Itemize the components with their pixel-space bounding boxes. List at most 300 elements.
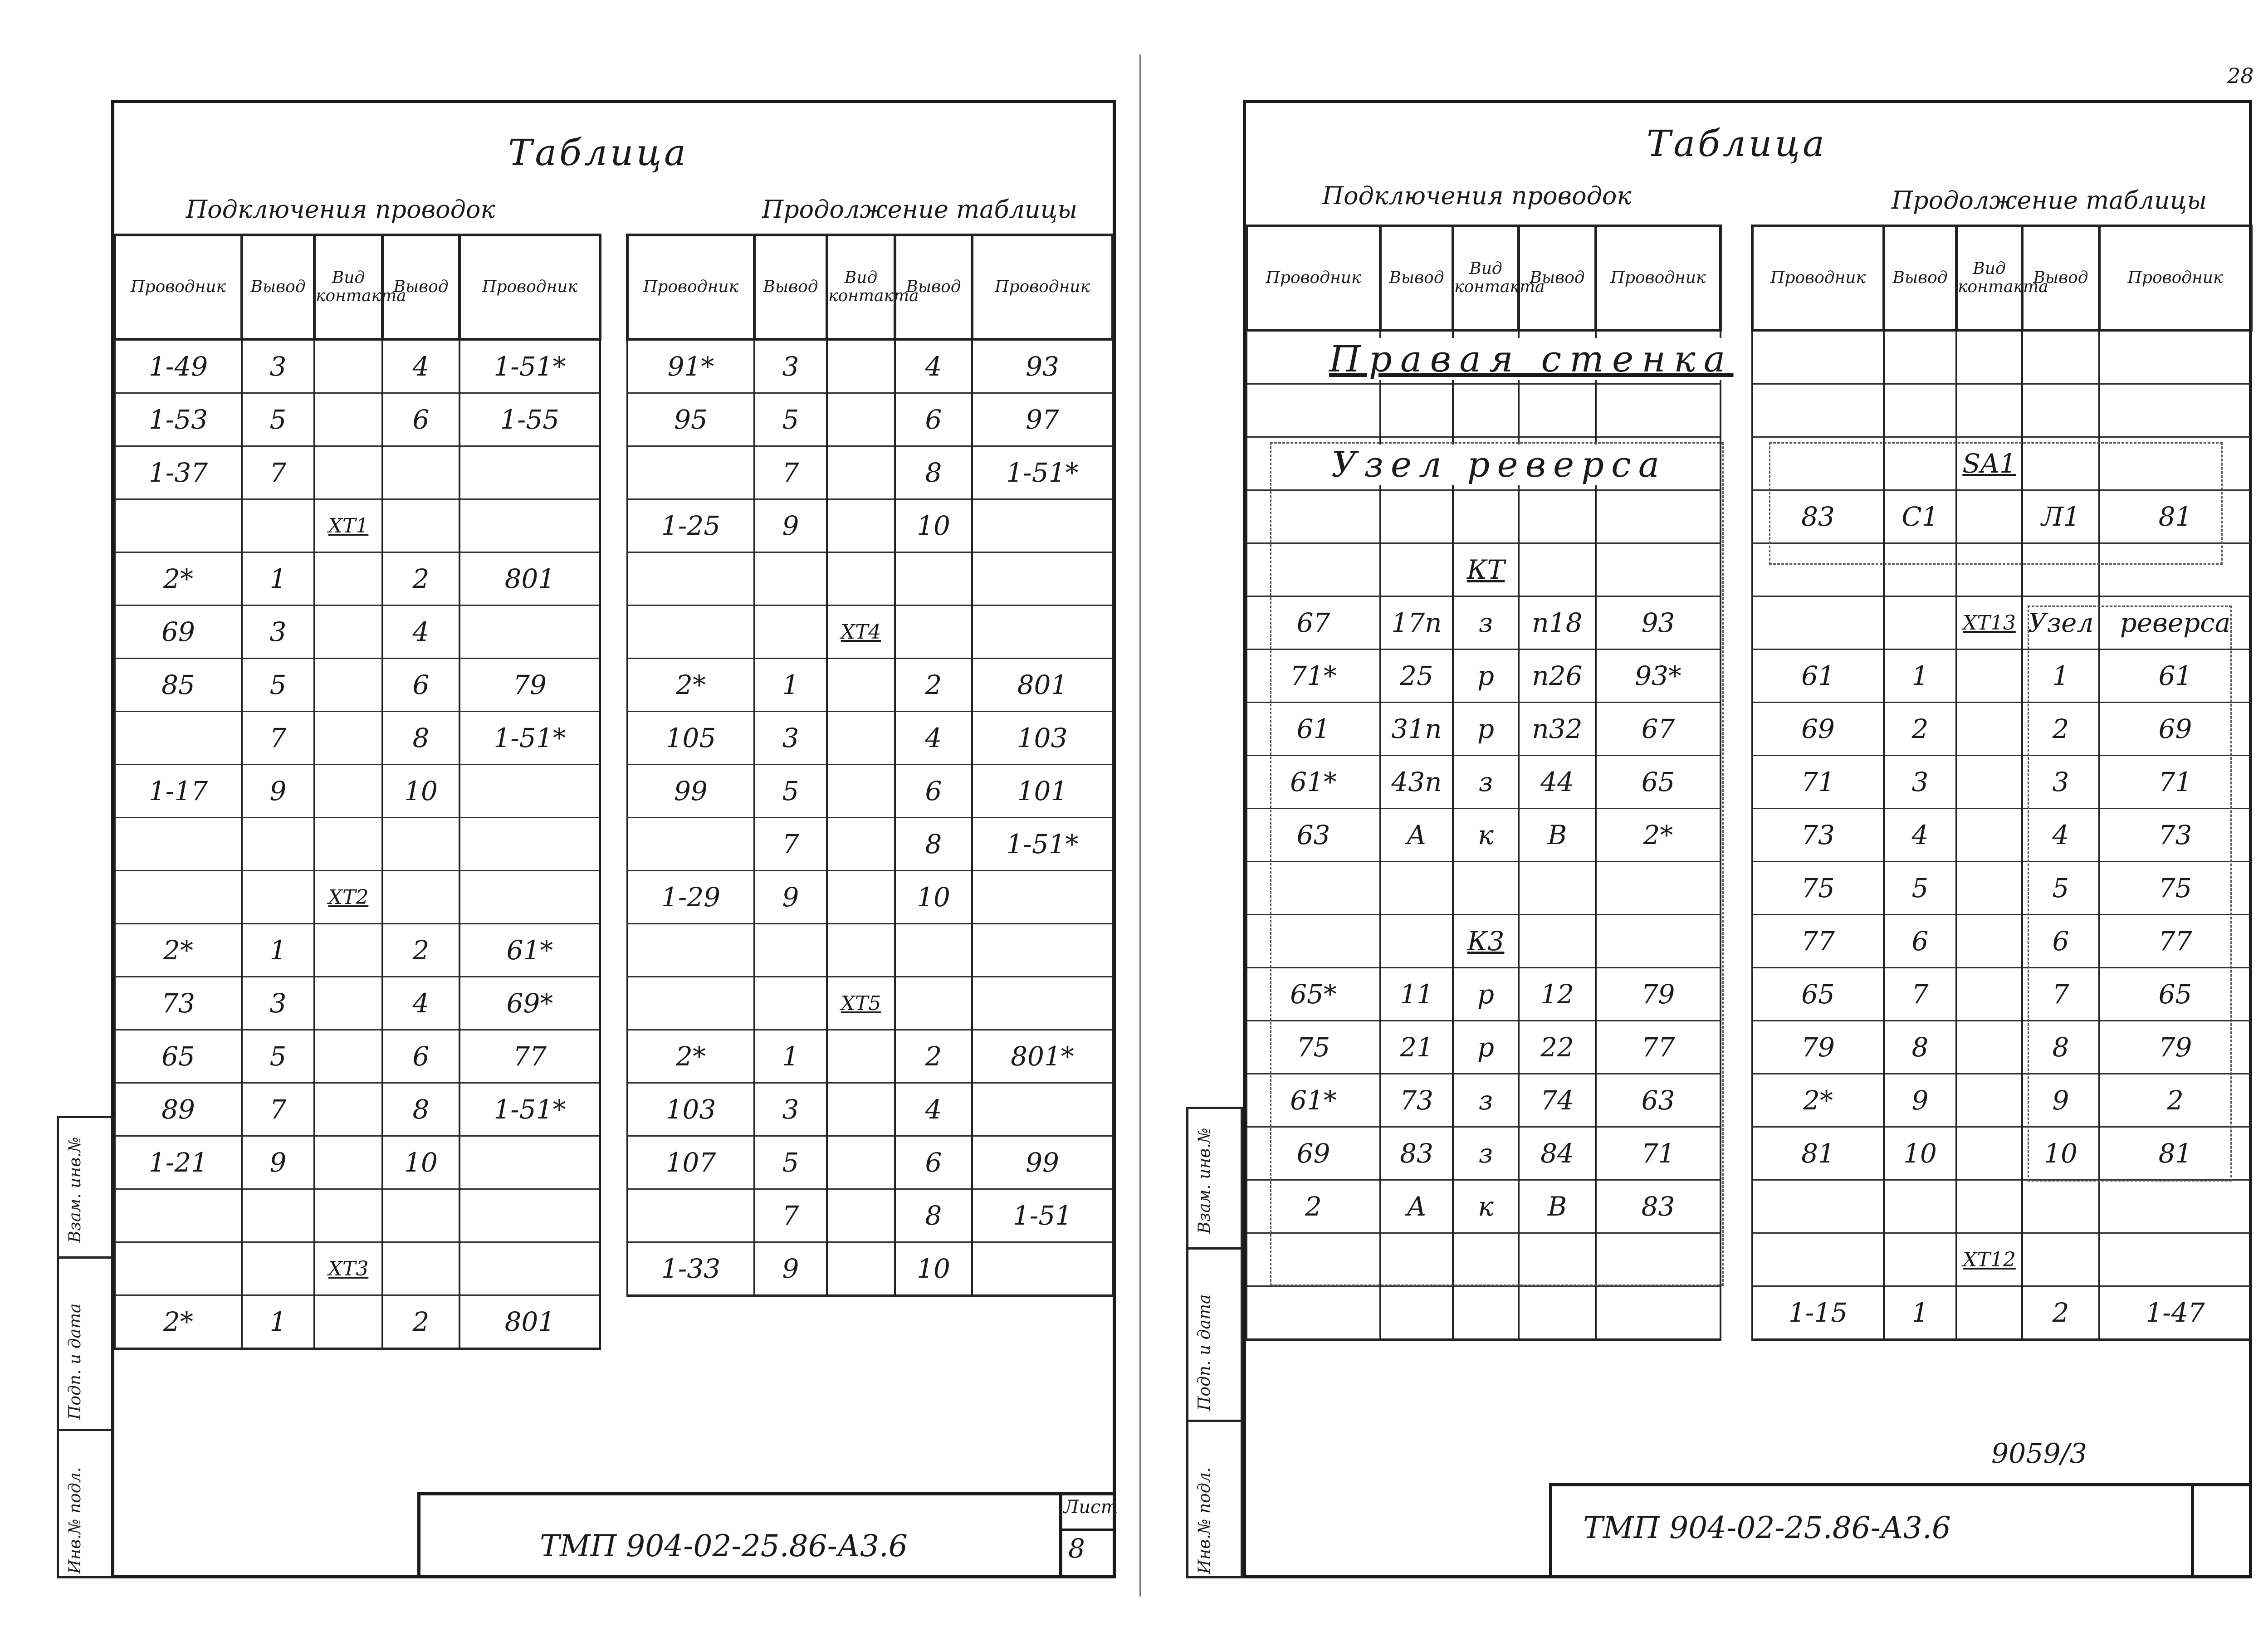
header-wire: Проводник [1752,226,1884,330]
table-row [627,1083,1113,1136]
table-cell [459,606,600,659]
table-cell: 3 [2022,756,2099,809]
table-cell [827,818,895,871]
table-cell: 75 [1246,1021,1380,1074]
table-row [627,499,1113,552]
table-cell: 63 [1596,1074,1721,1127]
header-contact-type: Вид контакта [1453,226,1519,330]
table-cell [242,871,314,924]
table-cell [2022,1180,2099,1233]
table-cell: 1 [1884,1286,1956,1340]
table-cell [382,871,459,924]
table-cell: 61* [459,924,600,977]
table-cell [1380,1286,1453,1340]
table-cell [2099,330,2251,384]
table-cell: 4 [895,339,972,393]
table-cell [314,818,382,871]
header-terminal: Вывод [1380,226,1453,330]
table-cell: 1 [242,1295,314,1349]
reverse-node-terminal-outline [2028,606,2232,1182]
table-cell: 1 [754,1030,827,1083]
right-subtitle-continuation: Продолжение таблицы [1892,186,2207,215]
table-cell [972,499,1113,552]
table-cell [1956,862,2022,915]
table-cell: п32 [1519,703,1596,756]
table-cell [1956,809,2022,862]
table-cell: 8 [895,818,972,871]
table-cell: 105 [627,712,754,765]
sa1-outline [1769,442,2223,565]
table-cell: 61 [1246,703,1380,756]
table-cell: 5 [242,393,314,446]
side-label-signature: Подп. и дата [66,1303,84,1420]
table-cell: 9 [754,499,827,552]
table-cell: 1-51* [972,818,1113,871]
table-cell: 79 [2099,1021,2251,1074]
table-cell: 3 [242,606,314,659]
table-cell [827,339,895,393]
table-cell [1519,1286,1596,1340]
table-cell: 1-55 [459,393,600,446]
table-row [1752,1286,2251,1340]
table-cell: 7 [2022,968,2099,1021]
header-wire: Проводник [627,235,754,339]
table-cell [459,446,600,499]
table-cell [1956,1074,2022,1127]
table-cell: 2* [115,924,242,977]
table-cell: з [1453,1127,1519,1180]
table-cell [382,1242,459,1295]
table-cell: 69 [115,606,242,659]
table-cell [627,606,754,659]
table-cell: 6 [382,1030,459,1083]
table-cell [382,1189,459,1242]
table-cell: 2 [895,1030,972,1083]
header-contact-type: Вид контакта [827,235,895,339]
table-cell: 7 [754,1189,827,1242]
table-cell [895,977,972,1030]
table-row [115,765,600,818]
table-cell: 67 [1596,703,1721,756]
header-contact-type: Вид контакта [1956,226,2022,330]
table-cell [459,1136,600,1189]
table-cell: 4 [382,339,459,393]
table-cell: 4 [895,1083,972,1136]
table-cell: 2* [1752,1074,1884,1127]
table-row [115,499,600,552]
table-cell [314,977,382,1030]
right-side-label-box [1186,1107,1243,1578]
table-cell: 2* [627,1030,754,1083]
table-cell [1956,915,2022,968]
table-cell: 103 [972,712,1113,765]
table-cell: 2 [2022,1286,2099,1340]
table-row [627,871,1113,924]
table-cell [1246,384,1380,437]
table-cell: 75 [2099,862,2251,915]
table-cell [314,1030,382,1083]
side-label-replaced: Взам. инв.№ [1195,1128,1214,1234]
table-cell [314,552,382,606]
table-cell: 6 [2022,915,2099,968]
table-cell: 5 [2022,862,2099,915]
table-row [627,924,1113,977]
table-cell: 83 [1596,1180,1721,1233]
table-cell [2022,1233,2099,1286]
table-cell [827,659,895,712]
table-row [115,871,600,924]
table-row [115,1189,600,1242]
table-cell: 65* [1246,968,1380,1021]
table-cell: А [1380,809,1453,862]
table-cell: 81 [2099,1127,2251,1180]
table-row [1752,1233,2251,1286]
table-cell [754,977,827,1030]
table-cell: 8 [1884,1021,1956,1074]
side-label-inventory: Инв.№ подл. [1195,1467,1214,1574]
table-cell: 1-47 [2099,1286,2251,1340]
table-cell [115,818,242,871]
table-cell [1752,1233,1884,1286]
table-cell: 93* [1596,650,1721,703]
table-cell: 17п [1380,596,1453,650]
table-row [1246,384,1721,437]
table-cell: SA1 [1956,437,2022,490]
table-cell: 61* [1246,1074,1380,1127]
table-cell: 81 [2099,490,2251,543]
table-cell: 79 [459,659,600,712]
table-cell: 73 [2099,809,2251,862]
left-title-block-divider [1059,1492,1062,1578]
table-cell: 73 [115,977,242,1030]
table-cell: 44 [1519,756,1596,809]
table-cell: 1-21 [115,1136,242,1189]
left-subtitle-continuation: Продолжение таблицы [762,195,1078,224]
table-cell: р [1453,968,1519,1021]
table-cell: С1 [1884,490,1956,543]
table-cell: 71 [2099,756,2251,809]
table-cell [754,606,827,659]
table-cell [459,1242,600,1295]
table-cell [972,977,1113,1030]
left-sheet-title: Таблица [508,132,689,174]
table-cell [827,393,895,446]
table-cell: 65 [2099,968,2251,1021]
header-wire: Проводник [972,235,1113,339]
table-cell: 65 [1752,968,1884,1021]
table-cell: 9 [754,1242,827,1296]
table-cell [895,606,972,659]
table-cell: 10 [382,1136,459,1189]
table-cell: К3 [1453,915,1519,968]
table-cell: Узел [2022,596,2099,650]
table-cell: 1-25 [627,499,754,552]
table-cell: 61 [2099,650,2251,703]
table-cell [2099,1180,2251,1233]
table-row [627,1136,1113,1189]
table-cell: 2* [115,1295,242,1349]
table-cell: 2 [382,924,459,977]
table-cell: 1 [2022,650,2099,703]
left-side-label-box [57,1116,113,1578]
table-cell: 93 [1596,596,1721,650]
table-cell [314,712,382,765]
table-cell: 8 [895,1189,972,1242]
table-cell: 7 [242,446,314,499]
table-cell: 71 [1752,756,1884,809]
table-cell [972,871,1113,924]
table-cell [1956,1180,2022,1233]
table-row [115,1295,600,1349]
header-contact-type: Вид контакта [314,235,382,339]
table-row [115,924,600,977]
table-cell [827,765,895,818]
table-cell: 1-37 [115,446,242,499]
table-cell [459,818,600,871]
table-cell: 69 [1752,703,1884,756]
table-cell: 6 [895,765,972,818]
table-cell: 83 [1380,1127,1453,1180]
table-cell: 85 [115,659,242,712]
table-cell [895,924,972,977]
table-cell [1752,384,1884,437]
table-cell: 71 [1596,1127,1721,1180]
table-cell [627,1189,754,1242]
table-cell [754,924,827,977]
table-cell: 77 [459,1030,600,1083]
table-cell: п18 [1519,596,1596,650]
left-continuation-table [626,234,1114,1297]
table-row [627,1189,1113,1242]
table-cell [1956,703,2022,756]
table-cell [1453,384,1519,437]
table-cell: 6 [382,393,459,446]
table-cell: 77 [1752,915,1884,968]
table-cell: 2 [1884,703,1956,756]
right-sheet-title: Таблица [1647,122,1827,165]
table-cell: 5 [1884,862,1956,915]
table-cell: XT5 [827,977,895,1030]
table-cell: 8 [382,712,459,765]
table-cell: 801* [972,1030,1113,1083]
header-terminal: Вывод [895,235,972,339]
table-cell: 81 [1752,1127,1884,1180]
table-cell [459,871,600,924]
table-cell [2099,1233,2251,1286]
table-cell: 7 [754,818,827,871]
table-cell: 2* [1596,809,1721,862]
table-cell [1956,968,2022,1021]
table-row [627,552,1113,606]
header-wire: Проводник [1596,226,1721,330]
table-cell: XT2 [314,871,382,924]
table-cell [2022,330,2099,384]
right-document-code: ТМП 904-02-25.86-А3.6 [1583,1510,1951,1545]
table-cell [1956,330,2022,384]
table-cell: 31п [1380,703,1453,756]
table-cell: 3 [1884,756,1956,809]
table-cell: 4 [2022,809,2099,862]
sheet-fold-line [1139,54,1141,1597]
table-cell: 91* [627,339,754,393]
table-cell: 1 [754,659,827,712]
table-row [627,1030,1113,1083]
table-cell [1956,384,2022,437]
table-cell [627,446,754,499]
header-terminal: Вывод [382,235,459,339]
table-cell [314,1189,382,1242]
table-cell: 75 [1752,862,1884,915]
table-cell [1956,1127,2022,1180]
table-cell [314,924,382,977]
table-cell: КТ [1453,543,1519,596]
table-cell [1596,384,1721,437]
table-cell [827,712,895,765]
table-cell: 2 [2022,703,2099,756]
table-row [1752,330,2251,384]
table-cell: XT13 [1956,596,2022,650]
header-wire: Проводник [459,235,600,339]
table-cell: В [1519,1180,1596,1233]
table-cell [827,1083,895,1136]
table-cell: 79 [1752,1021,1884,1074]
table-cell: 2 [1246,1180,1380,1233]
table-cell: к [1453,1180,1519,1233]
table-cell: 7 [1884,968,1956,1021]
table-cell: 8 [382,1083,459,1136]
table-cell: 65 [1596,756,1721,809]
table-cell: 10 [895,871,972,924]
table-cell: 1-51 [972,1189,1113,1242]
table-cell [1956,650,2022,703]
left-document-code: ТМП 904-02-25.86-А3.6 [540,1529,908,1563]
table-cell: 3 [754,339,827,393]
header-terminal: Вывод [242,235,314,339]
table-cell [2099,384,2251,437]
table-cell: р [1453,650,1519,703]
table-row [115,393,600,446]
table-cell [972,1083,1113,1136]
header-wire: Проводник [1246,226,1380,330]
table-cell: 1-53 [115,393,242,446]
table-cell [1956,1021,2022,1074]
table-cell: 2* [627,659,754,712]
table-cell: 9 [754,871,827,924]
table-cell: 99 [972,1136,1113,1189]
table-cell [1884,384,1956,437]
left-title-block-hline [1059,1529,1116,1531]
table-cell [827,552,895,606]
table-cell: 63 [1246,809,1380,862]
table-cell: 1-15 [1752,1286,1884,1340]
left-sheet-number: 8 [1068,1533,1085,1564]
table-cell: 69 [2099,703,2251,756]
table-cell: 65 [115,1030,242,1083]
table-cell: 6 [382,659,459,712]
table-cell: 83 [1752,490,1884,543]
table-cell: з [1453,596,1519,650]
table-cell: 25 [1380,650,1453,703]
table-cell: 43п [1380,756,1453,809]
table-cell [827,1189,895,1242]
table-row [115,606,600,659]
table-cell: 61* [1246,756,1380,809]
table-cell: 1 [242,924,314,977]
table-cell [242,1242,314,1295]
table-cell [314,1136,382,1189]
table-cell [459,499,600,552]
table-cell: з [1453,756,1519,809]
table-cell [627,552,754,606]
table-row [1246,1286,1721,1340]
inventory-number: 9059/3 [1991,1438,2087,1470]
table-row [115,446,600,499]
table-cell [1752,596,1884,650]
table-cell: 1-51* [459,1083,600,1136]
table-row [627,818,1113,871]
table-cell: 2* [115,552,242,606]
table-cell: 1-33 [627,1242,754,1296]
table-cell [314,339,382,393]
table-cell: 1-49 [115,339,242,393]
table-row [627,712,1113,765]
table-cell: 4 [382,606,459,659]
table-cell [459,1189,600,1242]
table-cell [895,552,972,606]
table-cell [314,659,382,712]
table-cell: XT12 [1956,1233,2022,1286]
table-cell [1956,756,2022,809]
table-row [627,659,1113,712]
node-label-reverse: Узел реверса [1327,444,1671,485]
header-terminal: Вывод [754,235,827,339]
table-cell: 3 [242,339,314,393]
table-cell: 22 [1519,1021,1596,1074]
table-row [627,393,1113,446]
table-cell: 3 [754,712,827,765]
table-cell [627,977,754,1030]
table-cell: 73 [1752,809,1884,862]
table-cell: реверса [2099,596,2251,650]
table-cell [972,1242,1113,1296]
header-terminal: Вывод [2022,226,2099,330]
table-cell: 8 [2022,1021,2099,1074]
table-cell: 8 [895,446,972,499]
table-row [627,339,1113,393]
table-cell: 3 [242,977,314,1030]
table-cell [115,1189,242,1242]
table-cell: 77 [2099,915,2251,968]
table-cell [754,552,827,606]
table-cell: 2 [2099,1074,2251,1127]
table-cell [459,765,600,818]
table-cell [314,1083,382,1136]
table-cell: А [1380,1180,1453,1233]
table-cell: 10 [2022,1127,2099,1180]
table-cell [1884,330,1956,384]
table-cell [115,712,242,765]
table-cell: р [1453,1021,1519,1074]
table-cell: 84 [1519,1127,1596,1180]
table-cell: XT4 [827,606,895,659]
table-cell: 1 [1884,650,1956,703]
table-cell: 10 [895,499,972,552]
table-cell: 4 [382,977,459,1030]
table-cell: 71* [1246,650,1380,703]
side-label-replaced: Взам. инв.№ [66,1137,84,1243]
table-cell: 5 [754,393,827,446]
table-row [115,1242,600,1295]
